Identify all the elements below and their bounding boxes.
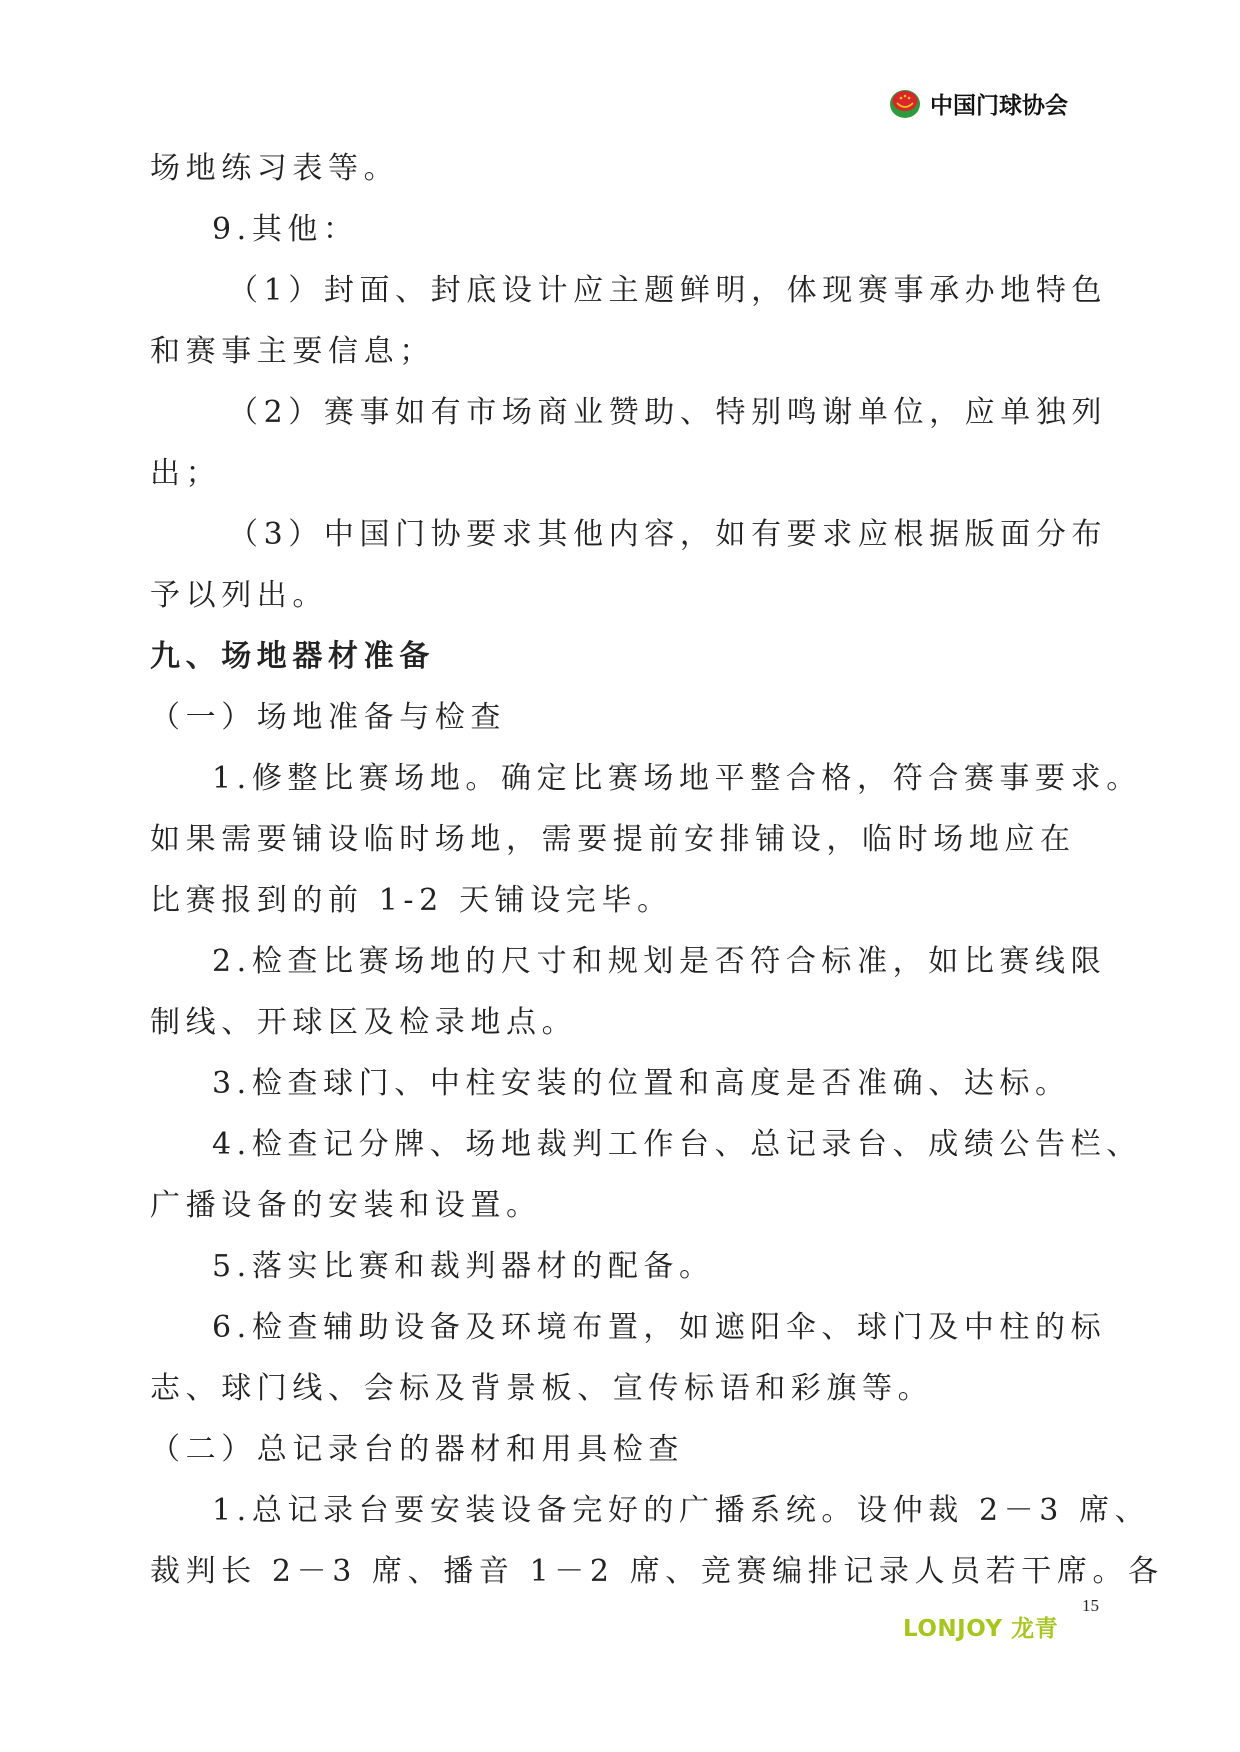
paragraph-line: （2）赛事如有市场商业赞助、特别鸣谢单位，应单独列 <box>228 395 1108 430</box>
subsection-heading: （二）总记录台的器材和用具检查 <box>150 1432 684 1467</box>
section-heading: 九、场地器材准备 <box>150 639 435 674</box>
paragraph-line: 1.总记录台要安装设备完好的广播系统。设仲裁 2－3 席、 <box>212 1493 1151 1528</box>
paragraph-line: 制线、开球区及检录地点。 <box>150 1005 578 1040</box>
paragraph-line: 场地练习表等。 <box>150 151 400 186</box>
paragraph-line: 予以列出。 <box>150 578 328 613</box>
paragraph-line: 如果需要铺设临时场地，需要提前安排铺设，临时场地应在 <box>150 822 1076 857</box>
china-gateball-association-emblem-icon <box>888 86 922 120</box>
paragraph-line: 9.其他： <box>212 212 359 247</box>
paragraph-line: 2.检查比赛场地的尺寸和规划是否符合标准，如比赛线限 <box>212 944 1107 979</box>
paragraph-line: 4.检查记分牌、场地裁判工作台、总记录台、成绩公告栏、 <box>212 1127 1142 1162</box>
organization-name: 中国门球协会 <box>930 92 1068 119</box>
subsection-heading: （一）场地准备与检查 <box>150 700 506 735</box>
footer-brand-logo: LONJOY 龙青 <box>903 1616 1059 1642</box>
paragraph-line: （3）中国门协要求其他内容，如有要求应根据版面分布 <box>228 517 1108 552</box>
paragraph-line: 出； <box>150 456 222 491</box>
paragraph-line: （1）封面、封底设计应主题鲜明，体现赛事承办地特色 <box>228 273 1108 308</box>
paragraph-line: 比赛报到的前 1-2 天铺设完毕。 <box>150 883 673 918</box>
paragraph-line: 裁判长 2－3 席、播音 1－2 席、竞赛编排记录人员若干席。各 <box>150 1554 1164 1589</box>
paragraph-line: 1.修整比赛场地。确定比赛场地平整合格，符合赛事要求。 <box>212 761 1142 796</box>
paragraph-line: 广播设备的安装和设置。 <box>150 1188 542 1223</box>
page-number: 15 <box>1082 1596 1099 1615</box>
paragraph-line: 志、球门线、会标及背景板、宣传标语和彩旗等。 <box>150 1371 934 1406</box>
document-body <box>150 138 1164 1602</box>
paragraph-line: 5.落实比赛和裁判器材的配备。 <box>212 1249 715 1284</box>
paragraph-line: 和赛事主要信息； <box>150 334 435 369</box>
header-logo <box>888 86 1068 120</box>
paragraph-line: 3.检查球门、中柱安装的位置和高度是否准确、达标。 <box>212 1066 1071 1101</box>
paragraph-line: 6.检查辅助设备及环境布置，如遮阳伞、球门及中柱的标 <box>212 1310 1107 1345</box>
